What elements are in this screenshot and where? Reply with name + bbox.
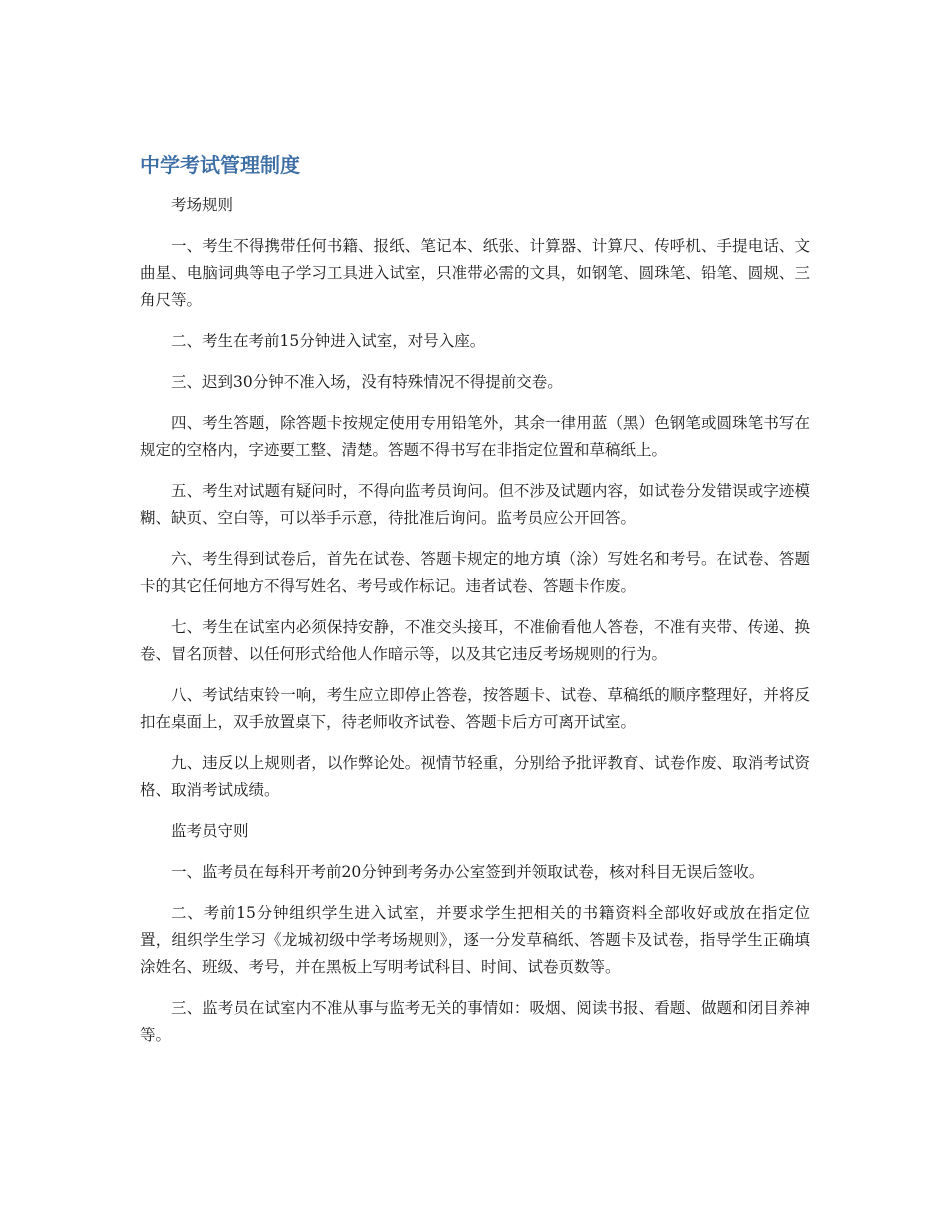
rule-paragraph: 五、考生对试题有疑问时，不得向监考员询问。但不涉及试题内容，如试卷分发错误或字迹模糊、缺页、空白等，可以举手示意，待批准后询问。监考员应公开回答。 <box>140 482 810 527</box>
invigilator-paragraph: 三、监考员在试室内不准从事与监考无关的事情如：吸烟、阅读书报、看题、做题和闭目养神等。 <box>140 999 810 1044</box>
rule-paragraph: 二、考生在考前15分钟进入试室，对号入座。 <box>171 332 486 350</box>
document-page <box>140 148 810 1063</box>
rule-paragraph: 七、考生在试室内必须保持安静，不准交头接耳，不准偷看他人答卷，不准有夹带、传递、换卷、冒名顶替、以任何形式给他人作暗示等，以及其它违反考场规则的行为。 <box>140 618 810 663</box>
invigilator-paragraph: 一、监考员在每科开考前20分钟到考务办公室签到并领取试卷，核对科目无误后签收。 <box>171 863 765 881</box>
rule-paragraph: 四、考生答题，除答题卡按规定使用专用铅笔外，其余一律用蓝（黑）色钢笔或圆珠笔书写在规定的空格内，字迹要工整、清楚。答题不得书写在非指定位置和草稿纸上。 <box>140 414 810 459</box>
rule-paragraph: 三、迟到30分钟不准入场，没有特殊情况不得提前交卷。 <box>171 373 563 391</box>
section-heading-invigilator-rules: 监考员守则 <box>171 822 249 840</box>
rule-paragraph: 八、考试结束铃一响，考生应立即停止答卷，按答题卡、试卷、草稿纸的顺序整理好，并将反扣在桌面上，双手放置桌下，待老师收齐试卷、答题卡后方可离开试室。 <box>140 686 810 731</box>
section-heading-exam-rules: 考场规则 <box>171 196 234 214</box>
rule-paragraph: 六、考生得到试卷后，首先在试卷、答题卡规定的地方填（涂）写姓名和考号。在试卷、答题卡的其它任何地方不得写姓名、考号或作标记。违者试卷、答题卡作废。 <box>140 550 810 595</box>
document-title: 中学考试管理制度 <box>140 153 300 177</box>
rule-paragraph: 一、考生不得携带任何书籍、报纸、笔记本、纸张、计算器、计算尺、传呼机、手提电话、文曲星、电脑词典等电子学习工具进入试室，只准带必需的文具，如钢笔、圆珠笔、铅笔、圆规、三角尺等。 <box>140 237 810 309</box>
rule-paragraph: 九、违反以上规则者，以作弊论处。视情节轻重，分别给予批评教育、试卷作废、取消考试资格、取消考试成绩。 <box>140 754 810 799</box>
invigilator-paragraph: 二、考前15分钟组织学生进入试室，并要求学生把相关的书籍资料全部收好或放在指定位置，组织学生学习《龙城初级中学考场规则》，逐一分发草稿纸、答题卡及试卷，指导学生正确填涂姓名、班级、考号，并在黑板上写明考试科目、时间、试卷页数等。 <box>140 904 810 976</box>
